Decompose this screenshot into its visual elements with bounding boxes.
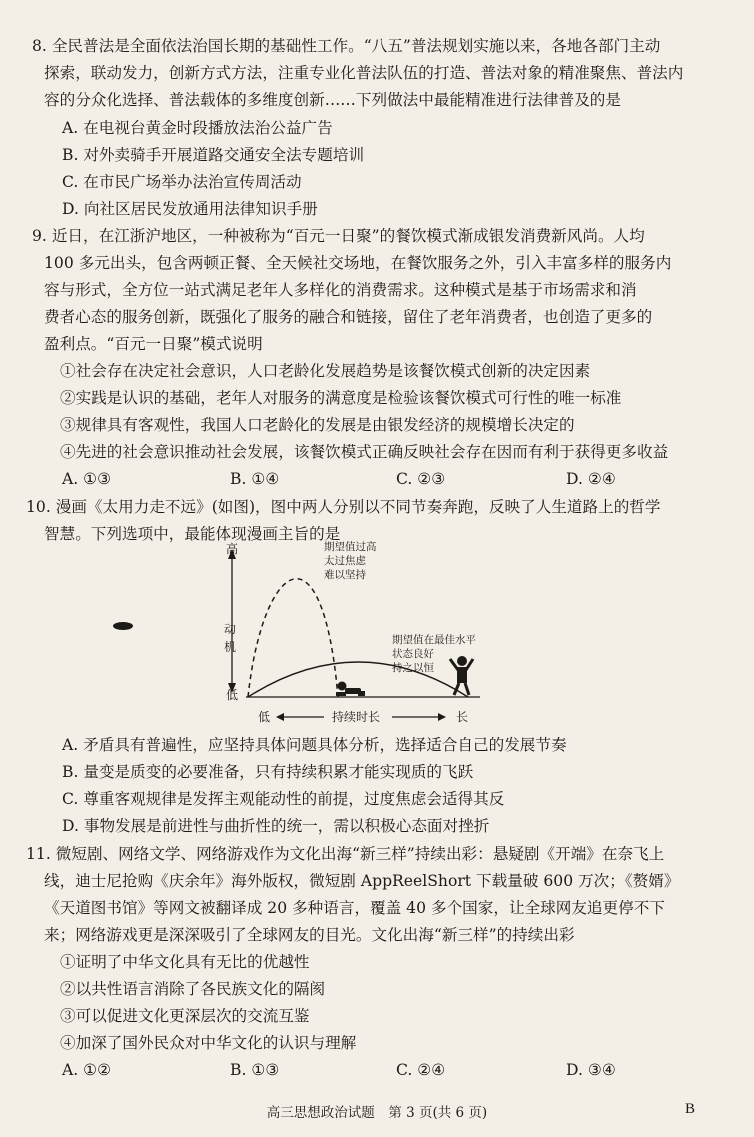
note-high-line-1: 期望值过高	[324, 541, 377, 553]
q8-option-a: A. 在电视台黄金时段播放法治公益广告	[62, 119, 333, 137]
x-axis-label: 持续时长	[332, 710, 381, 724]
x-axis-arrow-left	[276, 713, 284, 721]
q9-stem-line-5: 盈利点。“百元一日聚”模式说明	[44, 335, 263, 353]
q11-statement-1: ①证明了中华文化具有无比的优越性	[60, 953, 310, 971]
paper-version: B	[685, 1101, 696, 1117]
q10-option-b: B. 量变是质变的必要准备，只有持续积累才能实现质的飞跃	[62, 763, 474, 781]
q9-stem-line-1: 9. 近日，在江浙沪地区，一种被称为“百元一日聚”的餐饮模式渐成银发消费新风尚。人均	[32, 227, 645, 245]
q8-option-c: C. 在市民广场举办法治宣传周活动	[62, 173, 302, 191]
x-axis-low-label: 低	[258, 710, 271, 724]
q9-statement-4: ④先进的社会意识推动社会发展，该餐饮模式正确反映社会存在因而有利于获得更多收益	[60, 443, 669, 461]
note-high-line-3: 难以坚持	[324, 569, 366, 581]
q9-stem-line-3: 容与形式，全方位一站式满足老年人多样化的消费需求。这种模式是基于市场需求和消	[44, 281, 637, 299]
x-axis-high-label: 长	[456, 710, 469, 724]
q10-option-c: C. 尊重客观规律是发挥主观能动性的前提，过度焦虑会适得其反	[62, 790, 505, 808]
y-axis-label-2: 机	[224, 640, 237, 654]
q10-option-a: A. 矛盾具有普遍性，应坚持具体问题具体分析，选择适合自己的发展节奏	[62, 736, 567, 754]
ink-smudge	[113, 622, 133, 630]
y-axis-high-label: 高	[226, 542, 239, 556]
q8-stem-line-1: 8. 全民普法是全面依法治国长期的基础性工作。“八五”普法规划实施以来，各地各部门主动	[32, 37, 661, 55]
footer-page-info: 高三思想政治试题 第 3 页(共 6 页)	[266, 1105, 488, 1121]
x-axis-arrow-right	[438, 713, 446, 721]
q11-statement-3: ③可以促进文化更深层次的交流互鉴	[60, 1007, 310, 1025]
q11-stem-line-1: 11. 微短剧、网络文学、网络游戏作为文化出海“新三样”持续出彩：悬疑剧《开端》在奈飞上	[26, 845, 665, 863]
y-axis-label-1: 动	[224, 622, 237, 636]
q11-choice-d: D. ③④	[566, 1061, 616, 1079]
q11-choice-c: C. ②④	[396, 1061, 446, 1079]
q11-stem-line-3: 《天道图书馆》等网文被翻译成 20 多种语言，覆盖 40 多个国家，让全球网友追更停不下	[44, 899, 665, 917]
q9-choice-a: A. ①③	[62, 470, 112, 488]
q8-option-d: D. 向社区居民发放通用法律知识手册	[62, 200, 318, 218]
note-best-line-3: 持之以恒	[392, 662, 434, 674]
q8-option-b: B. 对外卖骑手开展道路交通安全法专题培训	[62, 146, 365, 164]
q8-stem-line-3: 容的分众化选择、普法载体的多维度创新……下列做法中最能精准进行法律普及的是	[44, 91, 621, 109]
cartoon-figure	[218, 537, 504, 729]
curve-too-high	[248, 579, 338, 697]
q9-statement-2: ②实践是认识的基础，老年人对服务的满意度是检验该餐饮模式可行性的唯一标准	[60, 389, 622, 407]
q11-choice-a: A. ①②	[62, 1061, 112, 1079]
collapsed-runner-icon	[336, 682, 365, 697]
q11-stem-line-4: 来；网络游戏更是深深吸引了全球网友的目光。文化出海“新三样”的持续出彩	[44, 926, 575, 944]
q10-option-d: D. 事物发展是前进性与曲折性的统一，需以积极心态面对挫折	[62, 817, 490, 835]
q9-stem-line-4: 费者心态的服务创新，既强化了服务的融合和链接，留住了老年消费者，也创造了更多的	[44, 308, 653, 326]
q9-statement-3: ③规律具有客观性，我国人口老龄化的发展是由银发经济的规模增长决定的	[60, 416, 575, 434]
q9-statement-1: ①社会存在决定社会意识，人口老龄化发展趋势是该餐饮模式创新的决定因素	[60, 362, 591, 380]
y-axis-low-label: 低	[226, 688, 239, 702]
q9-choice-c: C. ②③	[396, 470, 446, 488]
q11-choice-b: B. ①③	[230, 1061, 280, 1079]
note-best-line-1: 期望值在最佳水平	[392, 634, 476, 646]
q11-statement-4: ④加深了国外民众对中华文化的认识与理解	[60, 1034, 357, 1052]
q9-choice-b: B. ①④	[230, 470, 280, 488]
q10-stem-line-2: 智慧。下列选项中，最能体现漫画主旨的是	[44, 525, 341, 543]
q11-statement-2: ②以共性语言消除了各民族文化的隔阂	[60, 980, 326, 998]
note-best-line-2: 状态良好	[392, 648, 434, 660]
q11-stem-line-2: 线，迪士尼抢购《庆余年》海外版权，微短剧 AppReelShort 下载量破 600 万次；《赘婿》	[44, 872, 680, 890]
q10-stem-line-1: 10. 漫画《太用力走不远》(如图)，图中两人分别以不同节奏奔跑，反映了人生道路上的哲学	[26, 498, 661, 516]
q9-choice-d: D. ②④	[566, 470, 616, 488]
q8-stem-line-2: 探索，联动发力，创新方式方法，注重专业化普法队伍的打造、普法对象的精准聚焦、普法内	[44, 64, 684, 82]
note-high-line-2: 太过焦虑	[324, 555, 366, 567]
q9-stem-line-2: 100 多元出头，包含两顿正餐、全天候社交场地，在餐饮服务之外，引入丰富多样的服务内	[44, 254, 672, 272]
